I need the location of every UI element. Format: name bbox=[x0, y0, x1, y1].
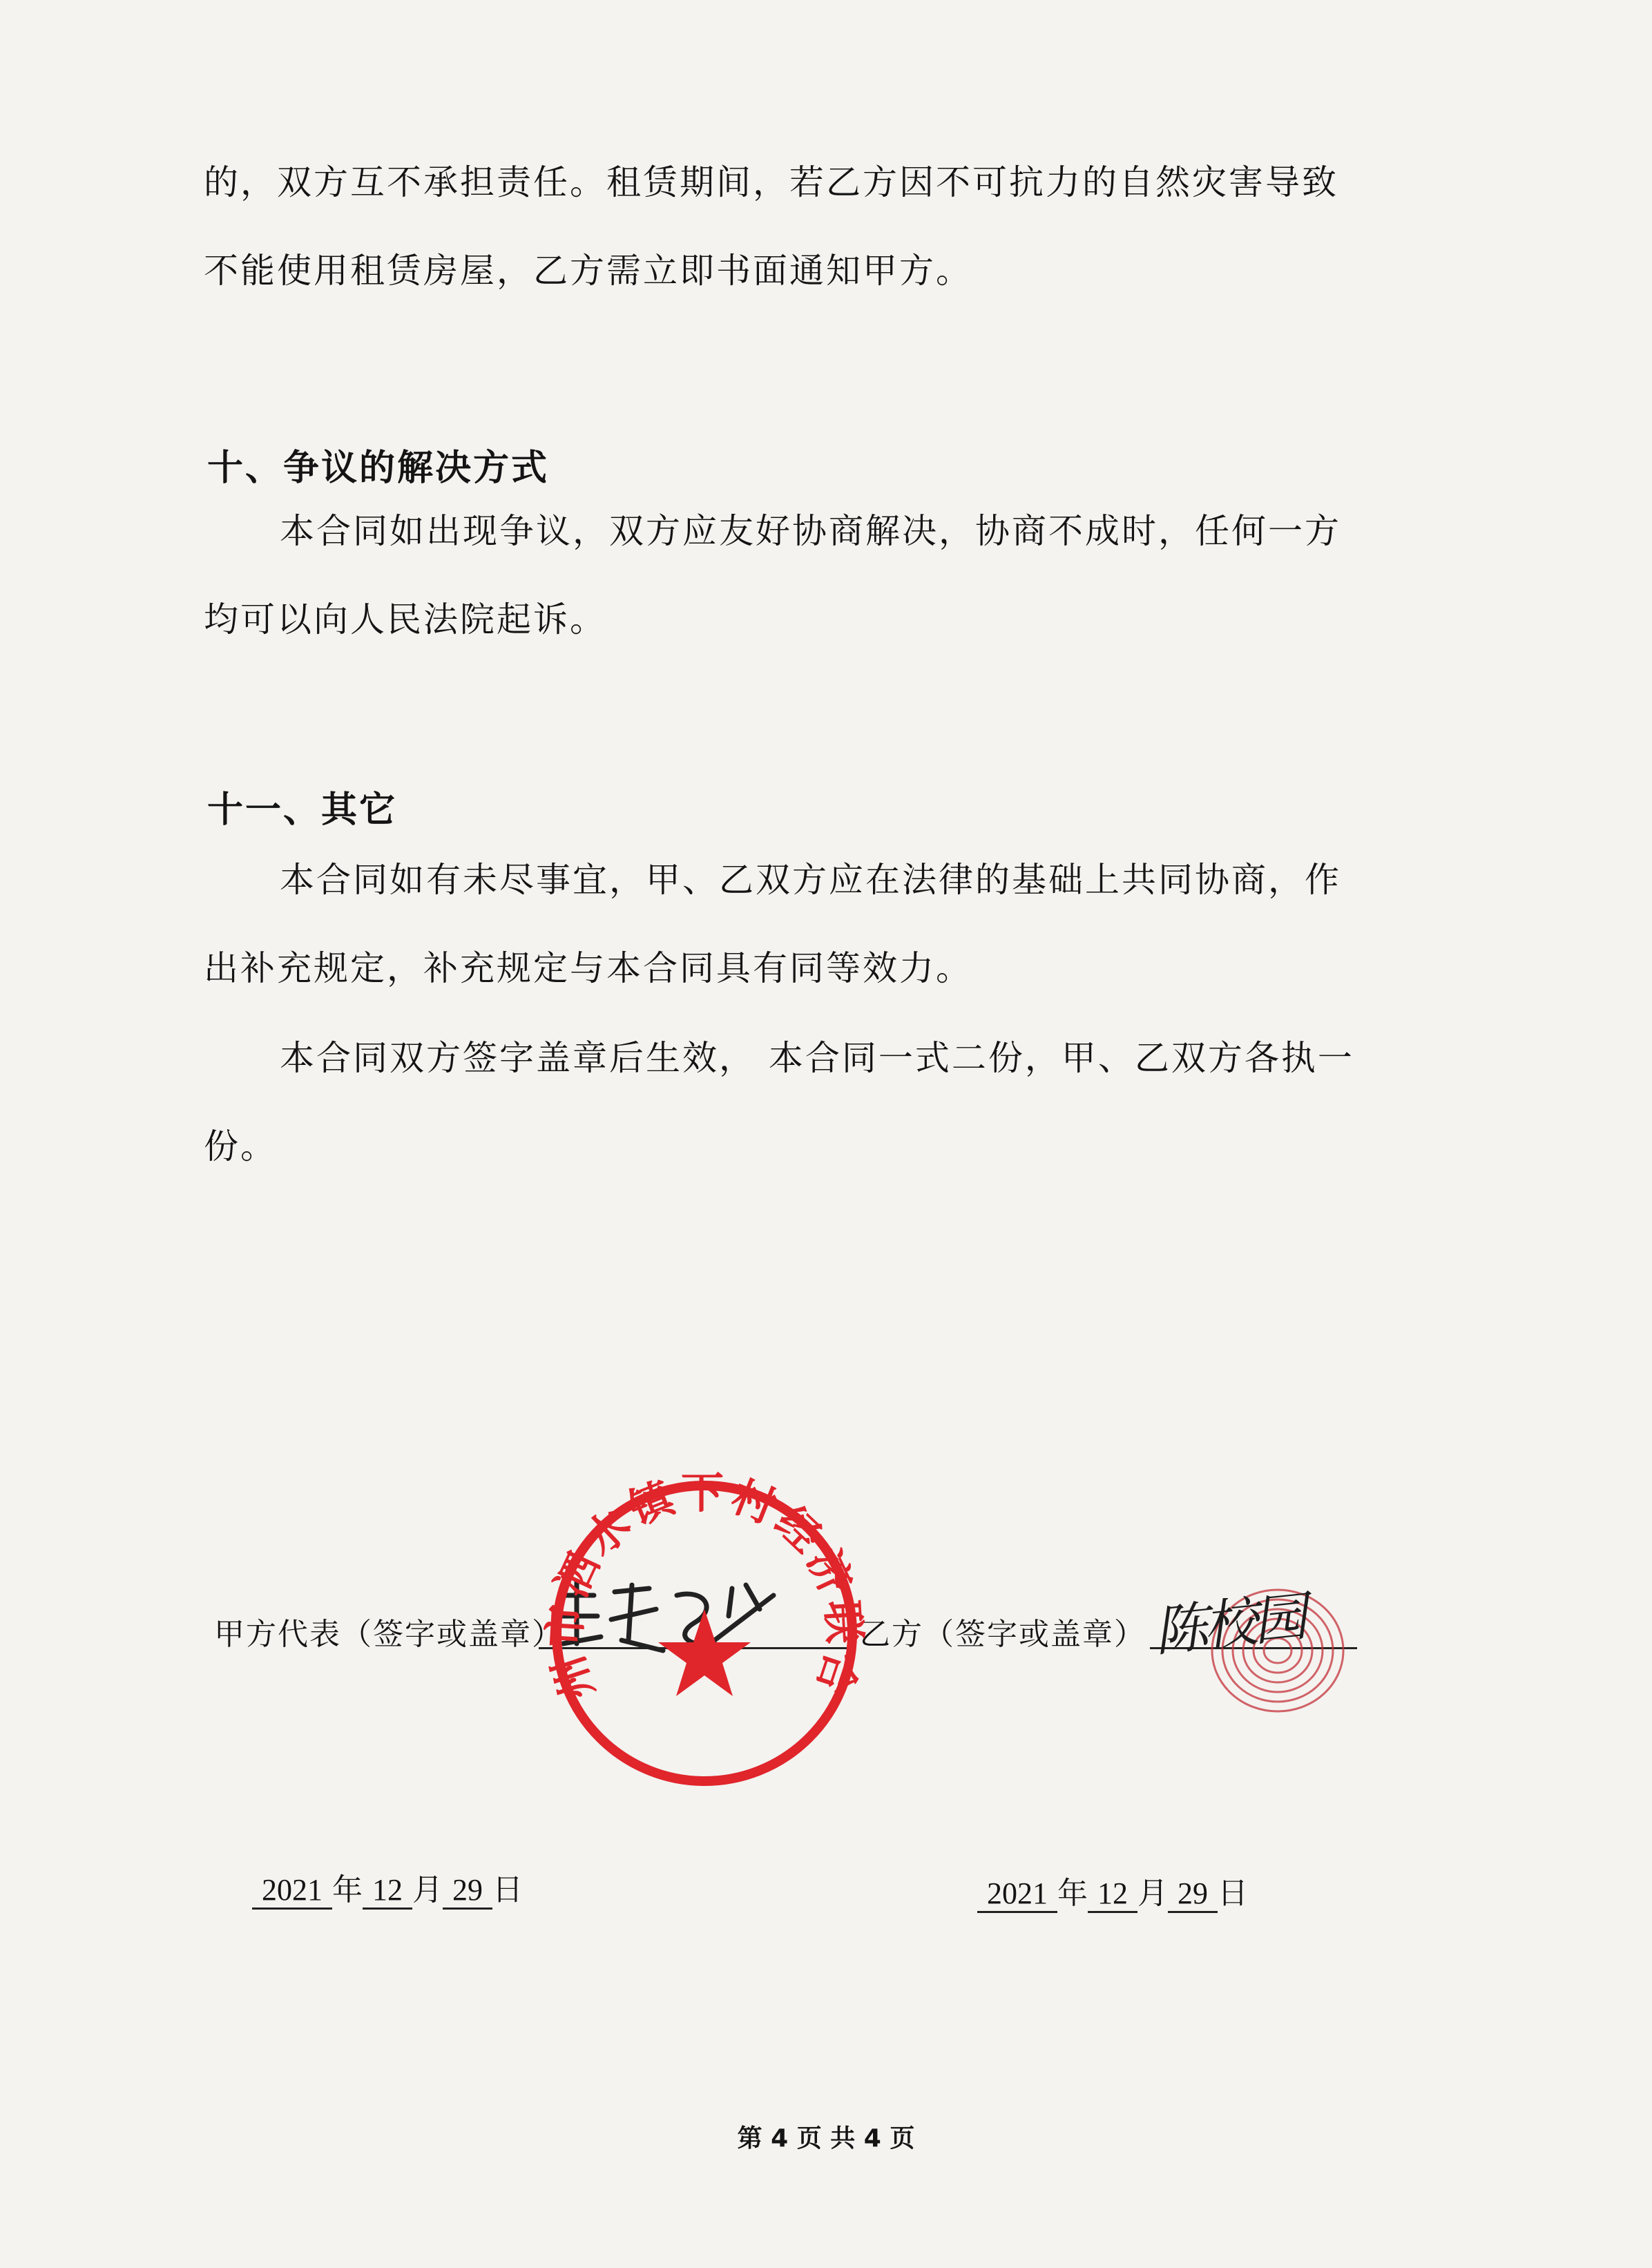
svg-text:高州市泗水镇下村经济联合社: 高州市泗水镇下村经济联合社 bbox=[521, 1434, 870, 1707]
section-11-heading: 十一、其它 bbox=[207, 789, 398, 831]
party-b-day-unit: 日 bbox=[1218, 1876, 1248, 1910]
party-a-year: 2021 bbox=[252, 1872, 332, 1910]
page-number-footer: 第 4 页 共 4 页 bbox=[737, 2124, 915, 2153]
official-seal bbox=[521, 1434, 870, 1792]
party-a-day-unit: 日 bbox=[492, 1873, 523, 1907]
party-a-date bbox=[252, 1865, 523, 1910]
party-b-signature-label: 乙方（签字或盖章） bbox=[860, 1617, 1146, 1652]
party-b-month: 12 bbox=[1088, 1876, 1137, 1913]
intro-paragraph: 的，双方互不承担责任。租赁期间，若乙方因不可抗力的自然灾害导致不能使用租赁房屋，乙方需立即书面通知甲方。 bbox=[204, 162, 1338, 291]
party-a-day: 29 bbox=[443, 1872, 492, 1910]
section-10-heading: 十、争议的解决方式 bbox=[207, 448, 550, 489]
section-11-body-1: 本合同如有未尽事宜，甲、乙双方应在法律的基础上共同协商，作出补充规定，补充规定与本合同具有同等效力。 bbox=[204, 860, 1341, 988]
party-b-handwritten-signature: 陈校园 bbox=[1151, 1586, 1306, 1664]
party-a-year-unit: 年 bbox=[332, 1873, 363, 1907]
party-b-year: 2021 bbox=[977, 1876, 1057, 1913]
party-b-year-unit: 年 bbox=[1057, 1876, 1088, 1910]
party-b-day: 29 bbox=[1168, 1876, 1218, 1913]
section-10-body: 本合同如出现争议，双方应友好协商解决，协商不成时，任何一方均可以向人民法院起诉。 bbox=[204, 511, 1341, 640]
section-11-body-2: 本合同双方签字盖章后生效， 本合同一式二份，甲、乙双方各执一份。 bbox=[204, 1038, 1354, 1166]
party-b-date bbox=[977, 1868, 1248, 1913]
party-a-signature-label: 甲方代表（签字或盖章） bbox=[214, 1617, 564, 1652]
party-a-month-unit: 月 bbox=[412, 1873, 443, 1907]
party-a-month: 12 bbox=[363, 1872, 412, 1910]
party-b-month-unit: 月 bbox=[1137, 1876, 1168, 1910]
